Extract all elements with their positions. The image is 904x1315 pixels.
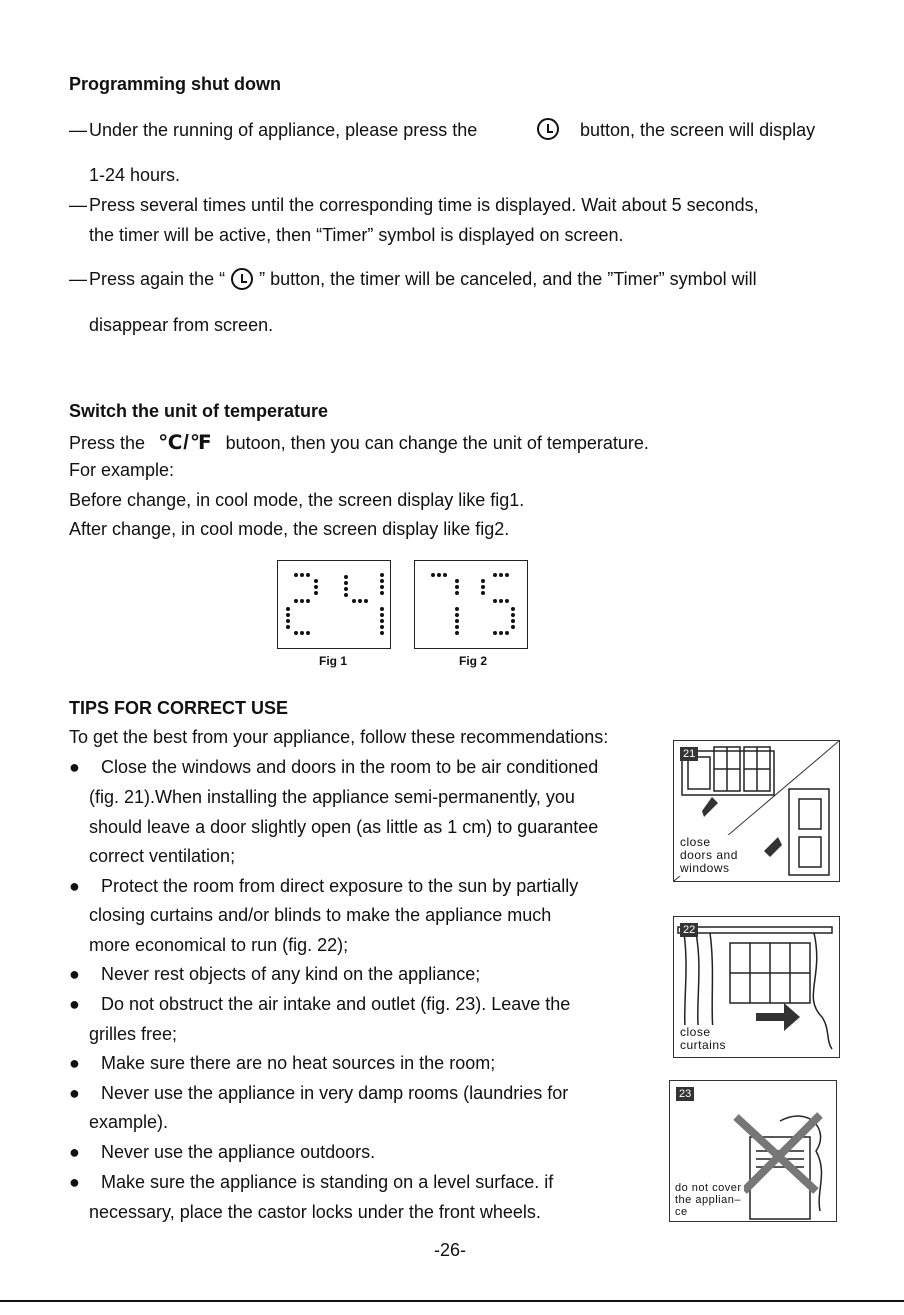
timer-line-4: the timer will be active, then “Timer” symbol is displayed on screen.: [89, 225, 624, 245]
bullet-icon: ●: [69, 1142, 80, 1162]
fig-22-caption-2: curtains: [680, 1038, 727, 1052]
illustration-fig-23: [669, 1080, 837, 1222]
tip-5-text: Make sure there are no heat sources in the room;: [101, 1053, 496, 1073]
fig-22-caption: [678, 1025, 728, 1053]
tip-1-text: Close the windows and doors in the room to be air conditioned: [101, 757, 599, 777]
bullet-icon: ●: [69, 1053, 80, 1073]
dash-marker: —: [69, 120, 87, 140]
timer-line-1: [69, 120, 477, 141]
fig-23-caption-2: the applian–: [675, 1194, 741, 1206]
heading-switch-unit: Switch the unit of temperature: [69, 401, 329, 421]
timer-line-5-a: Press again the “: [89, 269, 226, 289]
fig-22-number: 22: [680, 923, 698, 937]
unit-line-1-b: butoon, then you can change the unit of temperature.: [225, 433, 649, 453]
tip-7-text: Never use the appliance outdoors.: [101, 1142, 376, 1162]
heading-tips: TIPS FOR CORRECT USE: [69, 698, 289, 718]
tip-1-line-1: [69, 757, 598, 778]
lcd-display-fig1: [277, 560, 391, 649]
fig-23-number: 23: [676, 1087, 694, 1101]
illustration-fig-22: [673, 916, 840, 1058]
unit-line-1-a: Press the: [69, 433, 146, 453]
tip-6-line-2: example).: [89, 1112, 169, 1132]
bullet-icon: ●: [69, 757, 80, 777]
timer-line-1-b: button, the screen will display: [580, 120, 816, 140]
lcd-display-fig2: [414, 560, 528, 649]
tip-1-line-3: should leave a door slightly open (as little as 1 cm) to guarantee: [89, 817, 599, 837]
illustration-fig-21: [673, 740, 840, 882]
tip-2-line-3: more economical to run (fig. 22);: [89, 935, 349, 955]
tip-5: [69, 1053, 495, 1074]
timer-line-5: [69, 268, 757, 290]
timer-line-5-b: ” button, the timer will be canceled, and the ”Timer” symbol will: [259, 269, 757, 289]
bullet-icon: ●: [69, 876, 80, 896]
celsius-fahrenheit-icon: ℃/℉: [158, 432, 213, 454]
bullet-icon: ●: [69, 1083, 80, 1103]
timer-line-6: disappear from screen.: [89, 315, 274, 335]
fig-23-caption-3: ce: [675, 1206, 688, 1218]
unit-line-4: After change, in cool mode, the screen display like fig2.: [69, 519, 510, 539]
tip-1-line-2: (fig. 21).When installing the appliance semi-permanently, you: [89, 787, 575, 807]
fig-21-caption: [678, 835, 740, 876]
tip-6-text: Never use the appliance in very damp rooms (laundries for: [101, 1083, 569, 1103]
tip-4-line-2: grilles free;: [89, 1024, 178, 1044]
fig2-label: Fig 2: [459, 654, 488, 668]
clock-icon: [231, 268, 253, 290]
unit-line-1: [69, 430, 649, 455]
timer-line-3-text: Press several times until the corresponding time is displayed. Wait about 5 seconds,: [89, 195, 759, 215]
fig-23-caption-1: do not cover: [675, 1182, 742, 1194]
heading-programming-shut-down: Programming shut down: [69, 74, 282, 94]
tip-2-line-1: [69, 876, 578, 897]
timer-line-3: [69, 195, 759, 216]
tip-6-line-1: [69, 1083, 568, 1104]
tip-8-text: Make sure the appliance is standing on a level surface. if: [101, 1172, 554, 1192]
fig-21-caption-1: close: [680, 835, 711, 849]
timer-line-2: 1-24 hours.: [89, 165, 181, 185]
fig-22-caption-1: close: [680, 1025, 711, 1039]
tips-intro: To get the best from your appliance, follow these recommendations:: [69, 727, 609, 747]
unit-line-3: Before change, in cool mode, the screen display like fig1.: [69, 490, 525, 510]
lcd-digits-24: [278, 561, 390, 648]
fig-21-caption-3: windows: [680, 861, 730, 875]
fig-21-caption-2: doors and: [680, 848, 738, 862]
bottom-rule: [0, 1300, 904, 1302]
tip-4-text: Do not obstruct the air intake and outlet (fig. 23). Leave the: [101, 994, 571, 1014]
bullet-icon: ●: [69, 994, 80, 1014]
bullet-icon: ●: [69, 1172, 80, 1192]
clock-icon: [537, 118, 559, 140]
tip-8-line-1: [69, 1172, 553, 1193]
lcd-digits-75: [415, 561, 527, 648]
fig-21-number: 21: [680, 747, 698, 761]
unit-line-2: For example:: [69, 460, 175, 480]
tip-3: [69, 964, 480, 985]
tip-4-line-1: [69, 994, 570, 1015]
tip-2-line-2: closing curtains and/or blinds to make the appliance much: [89, 905, 552, 925]
tip-3-text: Never rest objects of any kind on the appliance;: [101, 964, 481, 984]
tip-8-line-2: necessary, place the castor locks under the front wheels.: [89, 1202, 541, 1222]
timer-line-1-a: Under the running of appliance, please press the: [89, 120, 478, 140]
dash-marker: —: [69, 269, 87, 289]
tip-2-text: Protect the room from direct exposure to the sun by partially: [101, 876, 579, 896]
tip-1-line-4: correct ventilation;: [89, 846, 236, 866]
page-number: -26-: [434, 1240, 467, 1260]
dash-marker: —: [69, 195, 87, 215]
fig1-label: Fig 1: [319, 654, 348, 668]
tip-7: [69, 1142, 375, 1163]
fig-23-caption: [673, 1181, 744, 1219]
bullet-icon: ●: [69, 964, 80, 984]
